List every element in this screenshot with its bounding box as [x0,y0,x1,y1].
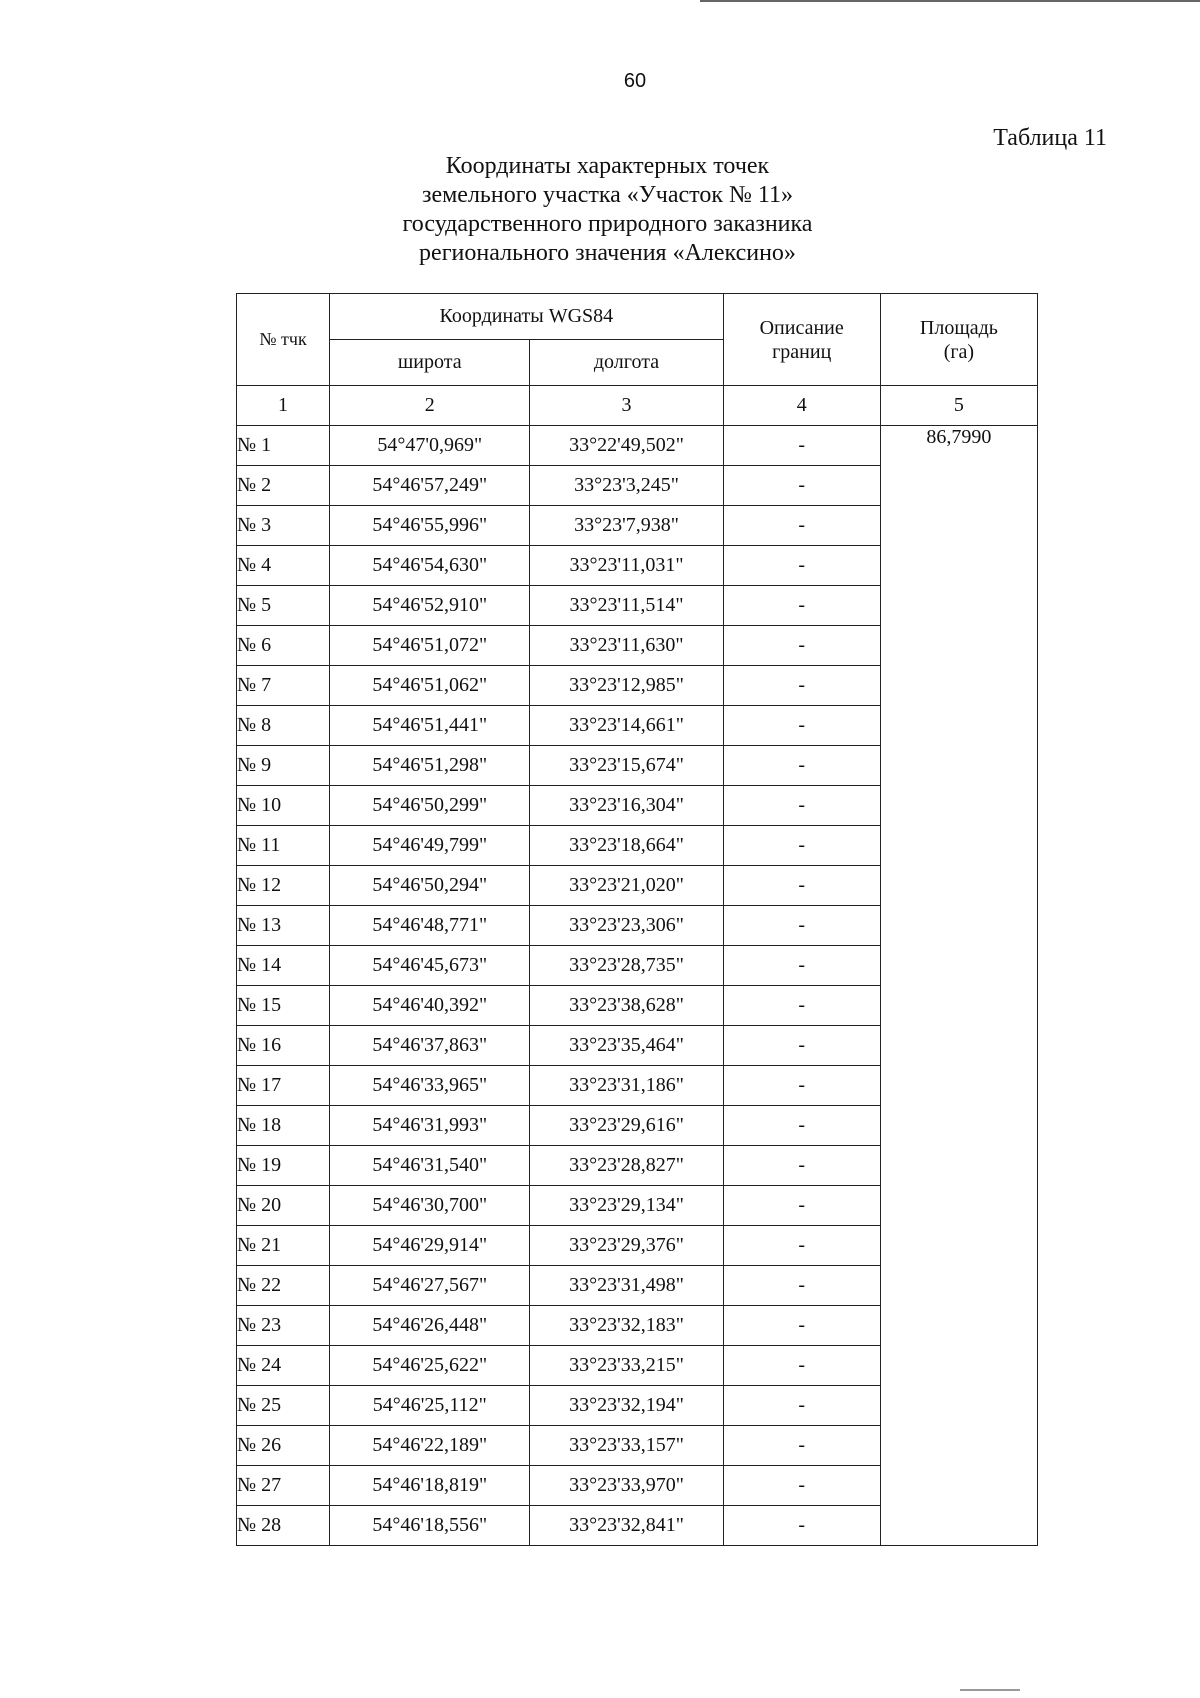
point-number-cell: № 19 [237,1146,330,1186]
area-cell: 86,7990 [880,426,1037,1546]
longitude-cell: 33°23'31,498" [530,1266,723,1306]
point-number-cell: № 24 [237,1346,330,1386]
point-number-cell: № 26 [237,1426,330,1466]
latitude-cell: 54°46'18,556" [330,1506,530,1546]
latitude-cell: 54°46'45,673" [330,946,530,986]
point-number-cell: № 18 [237,1106,330,1146]
description-cell: - [723,866,880,906]
point-number-cell: № 17 [237,1066,330,1106]
title-line: Координаты характерных точек [445,153,770,179]
latitude-cell: 54°46'33,965" [330,1066,530,1106]
latitude-cell: 54°46'51,072" [330,626,530,666]
latitude-cell: 54°46'30,700" [330,1186,530,1226]
scan-mark [960,1689,1020,1691]
description-cell: - [723,1146,880,1186]
latitude-cell: 54°46'25,622" [330,1346,530,1386]
longitude-cell: 33°23'29,134" [530,1186,723,1226]
latitude-cell: 54°46'54,630" [330,546,530,586]
point-number-cell: № 21 [237,1226,330,1266]
description-cell: - [723,506,880,546]
latitude-cell: 54°46'26,448" [330,1306,530,1346]
document-title [330,152,885,268]
column-number: 5 [880,386,1037,426]
longitude-cell: 33°23'18,664" [530,826,723,866]
latitude-cell: 54°46'51,298" [330,746,530,786]
longitude-cell: 33°22'49,502" [530,426,723,466]
coordinates-table [236,293,1038,1546]
column-number: 3 [530,386,723,426]
header-boundary-description [723,294,880,386]
header-area [880,294,1037,386]
description-cell: - [723,626,880,666]
column-number-row [237,386,1038,426]
longitude-cell: 33°23'33,970" [530,1466,723,1506]
description-cell: - [723,1066,880,1106]
point-number-cell: № 1 [237,426,330,466]
point-number-cell: № 25 [237,1386,330,1426]
longitude-cell: 33°23'32,194" [530,1386,723,1426]
column-number: 2 [330,386,530,426]
description-cell: - [723,586,880,626]
description-cell: - [723,1506,880,1546]
longitude-cell: 33°23'29,616" [530,1106,723,1146]
point-number-cell: № 2 [237,466,330,506]
description-cell: - [723,906,880,946]
point-number-cell: № 23 [237,1306,330,1346]
point-number-cell: № 10 [237,786,330,826]
description-cell: - [723,1346,880,1386]
longitude-cell: 33°23'28,827" [530,1146,723,1186]
latitude-cell: 54°46'57,249" [330,466,530,506]
latitude-cell: 54°46'37,863" [330,1026,530,1066]
latitude-cell: 54°46'50,294" [330,866,530,906]
page-number: 60 [623,70,647,92]
latitude-cell: 54°46'31,993" [330,1106,530,1146]
longitude-cell: 33°23'11,031" [530,546,723,586]
description-cell: - [723,666,880,706]
description-cell: - [723,426,880,466]
latitude-cell: 54°46'51,062" [330,666,530,706]
header-area-text: Площадь (га) [919,316,998,363]
latitude-cell: 54°46'25,112" [330,1386,530,1426]
table-row [237,426,1038,466]
header-longitude: долгота [530,340,723,386]
latitude-cell: 54°46'51,441" [330,706,530,746]
point-number-cell: № 8 [237,706,330,746]
description-cell: - [723,466,880,506]
point-number-cell: № 3 [237,506,330,546]
longitude-cell: 33°23'16,304" [530,786,723,826]
longitude-cell: 33°23'28,735" [530,946,723,986]
longitude-cell: 33°23'15,674" [530,746,723,786]
header-desc-text: Описание границ [759,316,844,363]
latitude-cell: 54°46'50,299" [330,786,530,826]
longitude-cell: 33°23'33,215" [530,1346,723,1386]
latitude-cell: 54°46'18,819" [330,1466,530,1506]
point-number-cell: № 16 [237,1026,330,1066]
longitude-cell: 33°23'23,306" [530,906,723,946]
point-number-cell: № 7 [237,666,330,706]
description-cell: - [723,706,880,746]
point-number-cell: № 4 [237,546,330,586]
description-cell: - [723,946,880,986]
point-number-cell: № 14 [237,946,330,986]
point-number-cell: № 27 [237,1466,330,1506]
latitude-cell: 54°46'31,540" [330,1146,530,1186]
latitude-cell: 54°46'52,910" [330,586,530,626]
description-cell: - [723,1386,880,1426]
description-cell: - [723,746,880,786]
description-cell: - [723,1426,880,1466]
description-cell: - [723,1226,880,1266]
longitude-cell: 33°23'38,628" [530,986,723,1026]
point-number-cell: № 6 [237,626,330,666]
top-scan-rule [700,0,1200,2]
longitude-cell: 33°23'32,841" [530,1506,723,1546]
header-coordinates-group: Координаты WGS84 [330,294,723,340]
description-cell: - [723,1306,880,1346]
point-number-cell: № 28 [237,1506,330,1546]
description-cell: - [723,1186,880,1226]
latitude-cell: 54°47'0,969" [330,426,530,466]
longitude-cell: 33°23'33,157" [530,1426,723,1466]
longitude-cell: 33°23'32,183" [530,1306,723,1346]
description-cell: - [723,1106,880,1146]
point-number-cell: № 20 [237,1186,330,1226]
longitude-cell: 33°23'21,020" [530,866,723,906]
title-line: государственного природного заказника [402,211,813,237]
longitude-cell: 33°23'11,630" [530,626,723,666]
title-line: регионального значения «Алексино» [419,240,796,266]
latitude-cell: 54°46'27,567" [330,1266,530,1306]
latitude-cell: 54°46'55,996" [330,506,530,546]
description-cell: - [723,826,880,866]
header-latitude: широта [330,340,530,386]
description-cell: - [723,1026,880,1066]
longitude-cell: 33°23'12,985" [530,666,723,706]
column-number: 1 [237,386,330,426]
longitude-cell: 33°23'35,464" [530,1026,723,1066]
longitude-cell: 33°23'31,186" [530,1066,723,1106]
latitude-cell: 54°46'48,771" [330,906,530,946]
longitude-cell: 33°23'14,661" [530,706,723,746]
latitude-cell: 54°46'49,799" [330,826,530,866]
description-cell: - [723,1466,880,1506]
point-number-cell: № 5 [237,586,330,626]
header-point-number: № тчк [237,294,330,386]
longitude-cell: 33°23'3,245" [530,466,723,506]
column-number: 4 [723,386,880,426]
point-number-cell: № 15 [237,986,330,1026]
description-cell: - [723,986,880,1026]
title-line: земельного участка «Участок № 11» [421,182,793,208]
point-number-cell: № 22 [237,1266,330,1306]
latitude-cell: 54°46'22,189" [330,1426,530,1466]
latitude-cell: 54°46'40,392" [330,986,530,1026]
latitude-cell: 54°46'29,914" [330,1226,530,1266]
description-cell: - [723,546,880,586]
longitude-cell: 33°23'7,938" [530,506,723,546]
table-label: Таблица 11 [993,125,1107,151]
longitude-cell: 33°23'11,514" [530,586,723,626]
point-number-cell: № 9 [237,746,330,786]
description-cell: - [723,1266,880,1306]
point-number-cell: № 13 [237,906,330,946]
longitude-cell: 33°23'29,376" [530,1226,723,1266]
point-number-cell: № 12 [237,866,330,906]
point-number-cell: № 11 [237,826,330,866]
description-cell: - [723,786,880,826]
